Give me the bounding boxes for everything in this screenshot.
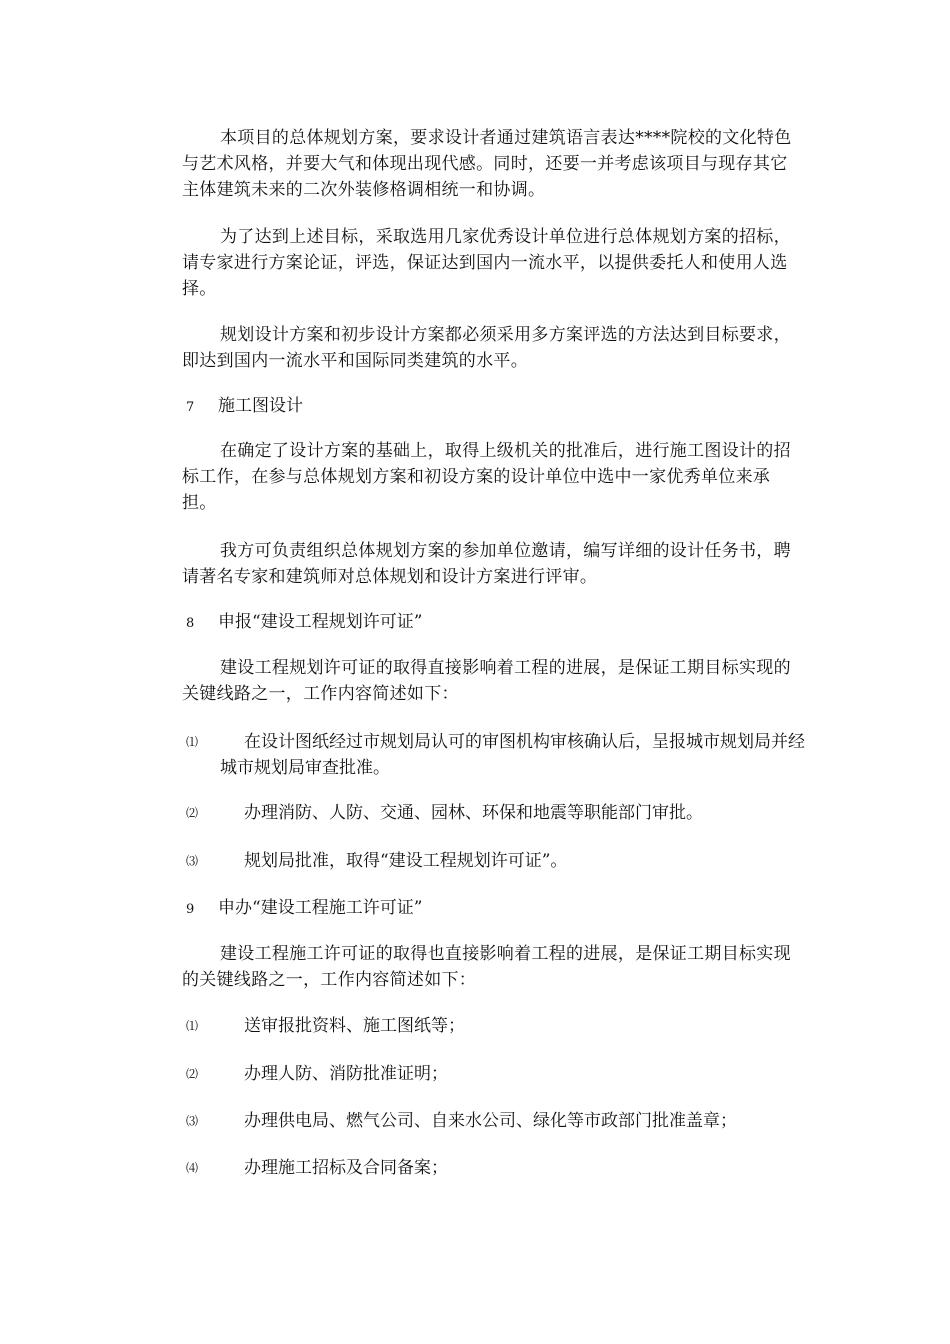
paragraph-overall-plan: 本项目的总体规划方案，要求设计者通过建筑语言表达****院校的文化特色与艺术风格，并要大气和体现出现代感。同时，还要一并考虑该项目与现存其它主体建筑未来的二次外装修格调相统一和协调。 bbox=[182, 128, 792, 200]
section-number: 9 bbox=[186, 902, 195, 917]
list-item bbox=[186, 1013, 806, 1039]
section-title: 申办“建设工程施工许可证” bbox=[218, 898, 423, 918]
paragraph-organize-review: 我方可负责组织总体规划方案的参加单位邀请，编写详细的设计任务书，聘请著名专家和建筑师对总体规划和设计方案进行评审。 bbox=[182, 541, 791, 587]
list-item bbox=[186, 1108, 806, 1134]
list-marker: ⑵ bbox=[186, 1067, 199, 1081]
list-marker: ⑵ bbox=[186, 806, 199, 820]
paragraph-tender-goal: 为了达到上述目标，采取选用几家优秀设计单位进行总体规划方案的招标，请专家进行方案论证，评选，保证达到国内一流水平，以提供委托人和使用人选择。 bbox=[182, 227, 791, 299]
list-marker: ⑶ bbox=[186, 854, 199, 868]
section-title: 申报“建设工程规划许可证” bbox=[218, 612, 423, 632]
list-item bbox=[186, 848, 806, 874]
paragraph-planning-permit: 建设工程规划许可证的取得直接影响着工程的进展，是保证工期目标实现的关键线路之一，工作内容简述如下： bbox=[182, 658, 791, 704]
section-number: 8 bbox=[186, 616, 195, 631]
list-marker: ⑷ bbox=[186, 1161, 199, 1175]
list-item-text: 办理供电局、燃气公司、自来水公司、绿化等市政部门批准盖章； bbox=[244, 1111, 737, 1131]
paragraph-construction-permit: 建设工程施工许可证的取得也直接影响着工程的进展，是保证工期目标实现的关键线路之一，工作内容简述如下： bbox=[182, 944, 791, 990]
list-item-text: 规划局批准，取得“建设工程规划许可证”。 bbox=[244, 851, 568, 871]
list-marker: ⑴ bbox=[186, 735, 199, 749]
paragraph-multi-scheme: 规划设计方案和初步设计方案都必须采用多方案评选的方法达到目标要求，即达到国内一流水平和国际同类建筑的水平。 bbox=[182, 325, 791, 371]
section-heading-9 bbox=[186, 895, 422, 923]
list-marker: ⑶ bbox=[186, 1114, 199, 1128]
section-title: 施工图设计 bbox=[218, 396, 303, 416]
list-item bbox=[186, 1155, 806, 1181]
list-item-text: 送审报批资料、施工图纸等； bbox=[244, 1016, 465, 1036]
list-item bbox=[186, 1061, 806, 1087]
list-item-text: 在设计图纸经过市规划局认可的审图机构审核确认后，呈报城市规划局并经城市规划局审查批准。 bbox=[220, 732, 805, 778]
section-heading-7 bbox=[186, 393, 303, 421]
list-item bbox=[186, 800, 806, 826]
list-marker: ⑴ bbox=[186, 1019, 199, 1033]
list-item-text: 办理人防、消防批准证明； bbox=[244, 1064, 448, 1084]
paragraph-construction-drawing: 在确定了设计方案的基础上，取得上级机关的批准后，进行施工图设计的招标工作，在参与总体规划方案和初设方案的设计单位中选中一家优秀单位来承担。 bbox=[182, 441, 791, 513]
section-heading-8 bbox=[186, 609, 422, 637]
list-item bbox=[186, 729, 806, 781]
list-item-text: 办理施工招标及合同备案； bbox=[244, 1158, 448, 1178]
section-number: 7 bbox=[186, 400, 195, 415]
list-item-text: 办理消防、人防、交通、园林、环保和地震等职能部门审批。 bbox=[244, 803, 703, 823]
